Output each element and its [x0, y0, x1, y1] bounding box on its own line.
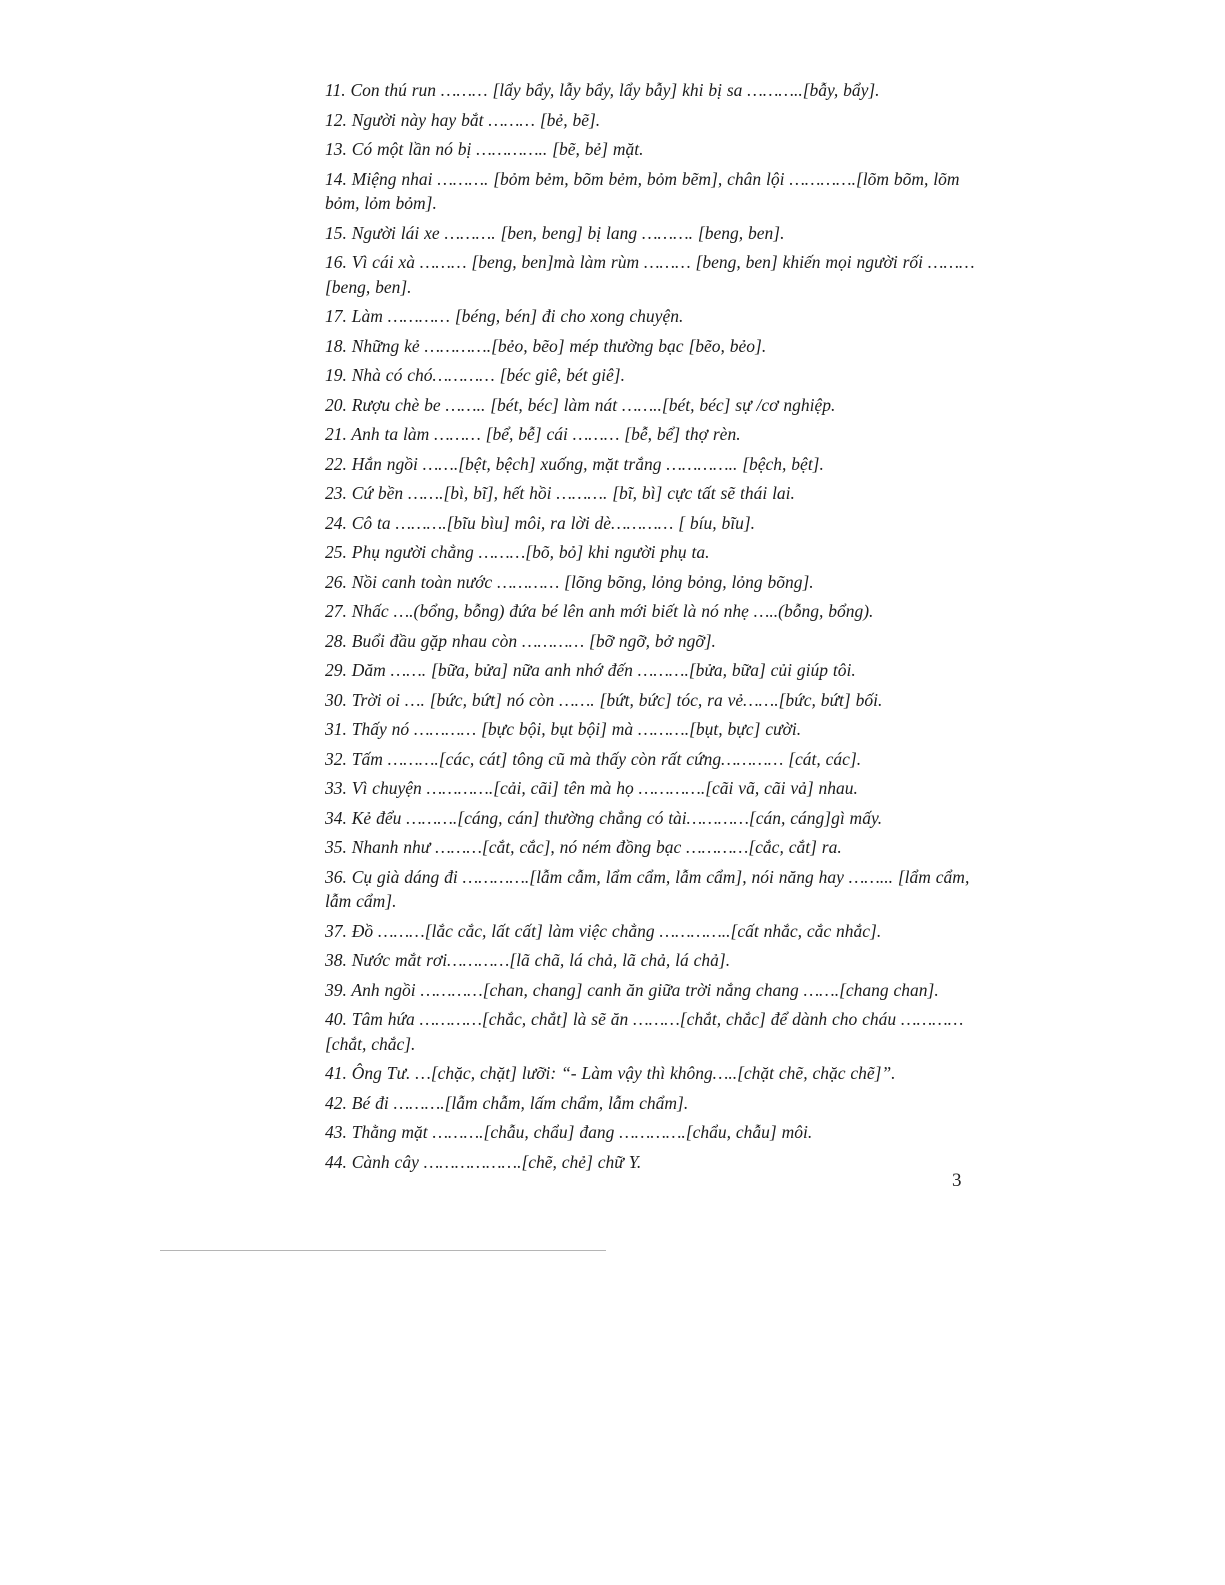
exercise-item: 38. Nước mắt rơi…………[lã chã, lá chả, lã chả, lá chả].: [325, 950, 731, 970]
exercise-item: 13. Có một lần nó bị ………….. [bẽ, bẻ] mặt.: [325, 139, 644, 159]
exercise-item: 11. Con thú run ……… [lẩy bẩy, lẫy bẩy, lẩy bẫy] khi bị sa ………..[bẫy, bẩy].: [325, 80, 880, 100]
exercise-item: 20. Rượu chè be …….. [bét, béc] làm nát ……..[bét, béc] sự /cơ nghiệp.: [325, 394, 836, 415]
exercise-item: 33. Vì chuyện ………….[cải, cãi] tên mà họ ………….[cãi vã, cãi vả] nhau.: [325, 778, 858, 798]
exercise-item: 29. Dăm ……. [bữa, bửa] nữa anh nhớ đến ……….[bửa, bữa] củi giúp tôi.: [325, 660, 856, 680]
exercise-item: 23. Cứ bền …….[bì, bĩ], hết hồi ………. [bĩ, bì] cực tất sẽ thái lai.: [325, 483, 795, 503]
exercise-item: 16. Vì cái xà ……… [beng, ben]mà làm rùm ……… [beng, ben] khiến mọi người rối ……… [beng, ben].: [325, 252, 975, 297]
exercise-item: 34. Kẻ đểu ……….[cáng, cán] thường chẳng có tài…………[cán, cáng]gì mấy.: [325, 807, 883, 828]
exercise-item: 36. Cụ già dáng đi ………….[lẫm cẫm, lẩm cẩm, lẫm cẩm], nói năng hay ……... [lẩm cẩm, lẫm cẩm].: [325, 866, 970, 911]
exercise-item: 14. Miệng nhai ………. [bỏm bẻm, bõm bẻm, bỏm bẽm], chân lội ………….[lõm bõm, lõm bỏm, lỏm bỏm].: [325, 168, 960, 213]
exercise-item: 32. Tấm ……….[các, cát] tông cũ mà thấy còn rất cứng………… [cát, các].: [325, 748, 862, 769]
exercise-item: 37. Đồ ………[lắc cắc, lất cất] làm việc chẳng …………..[cất nhắc, cắc nhắc].: [325, 920, 882, 941]
exercise-item: 39. Anh ngồi …………[chan, chang] canh ăn giữa trời nắng chang …….[chang chan].: [325, 979, 939, 1000]
exercise-item: 17. Làm ………… [béng, bén] đi cho xong chuyện.: [325, 306, 684, 326]
exercise-item: 24. Cô ta ……….[bĩu bìu] môi, ra lời dè………… [ bíu, bĩu].: [325, 512, 756, 533]
exercise-item: 44. Cành cây ……………….[chẽ, chẻ] chữ Y.: [325, 1151, 642, 1172]
exercise-item: 21. Anh ta làm ……… [bể, bễ] cái ……… [bễ, bể] thợ rèn.: [325, 424, 741, 444]
exercise-item: 31. Thấy nó ………… [bực bội, bụt bội] mà ……….[bụt, bực] cười.: [325, 719, 802, 739]
exercise-item: 27. Nhấc ….(bổng, bỗng) đứa bé lên anh mới biết là nó nhẹ …..(bỗng, bổng).: [325, 601, 874, 621]
exercise-item: 15. Người lái xe ………. [ben, beng] bị lang ………. [beng, ben].: [325, 222, 785, 243]
exercise-item: 43. Thằng mặt ……….[chẫu, chẩu] đang ………….[chẩu, chẫu] môi.: [325, 1122, 813, 1142]
exercise-item: 30. Trời oi …. [bức, bứt] nó còn ……. [bứt, bức] tóc, ra vẻ…….[bức, bứt] bối.: [325, 689, 883, 710]
exercise-list: [325, 78, 975, 1179]
exercise-item: 28. Buổi đầu gặp nhau còn ………… [bỡ ngỡ, bở ngỡ].: [325, 630, 716, 651]
exercise-item: 40. Tâm hứa …………[chắc, chắt] là sẽ ăn ………[chắt, chắc] để dành cho cháu …………[chắt, chắc].: [325, 1009, 964, 1054]
exercise-item: 18. Những kẻ ………….[bẻo, bẽo] mép thường bạc [bẽo, bẻo].: [325, 335, 767, 356]
exercise-item: 26. Nồi canh toàn nước ………… [lõng bõng, lỏng bỏng, lỏng bõng].: [325, 571, 814, 592]
exercise-item: 12. Người này hay bắt ……… [bẻ, bẽ].: [325, 109, 601, 130]
exercise-item: 25. Phụ người chẳng ………[bõ, bỏ] khi người phụ ta.: [325, 542, 710, 562]
exercise-item: 19. Nhà có chó………… [béc giê, bét giê].: [325, 365, 625, 385]
exercise-item: 41. Ông Tư. …[chặc, chặt] lưỡi: “- Làm vậy thì không…..[chặt chẽ, chặc chẽ]”.: [325, 1063, 896, 1083]
exercise-item: 22. Hắn ngồi …….[bệt, bệch] xuống, mặt trắng ………….. [bệch, bệt].: [325, 453, 824, 474]
exercise-item: 35. Nhanh như ………[cắt, cắc], nó ném đồng bạc …………[cắc, cắt] ra.: [325, 837, 842, 857]
footer-divider: [160, 1250, 606, 1251]
page-number: 3: [952, 1170, 962, 1191]
exercise-item: 42. Bé đi ……….[lẫm chẫm, lấm chẩm, lẫm chẩm].: [325, 1092, 689, 1113]
